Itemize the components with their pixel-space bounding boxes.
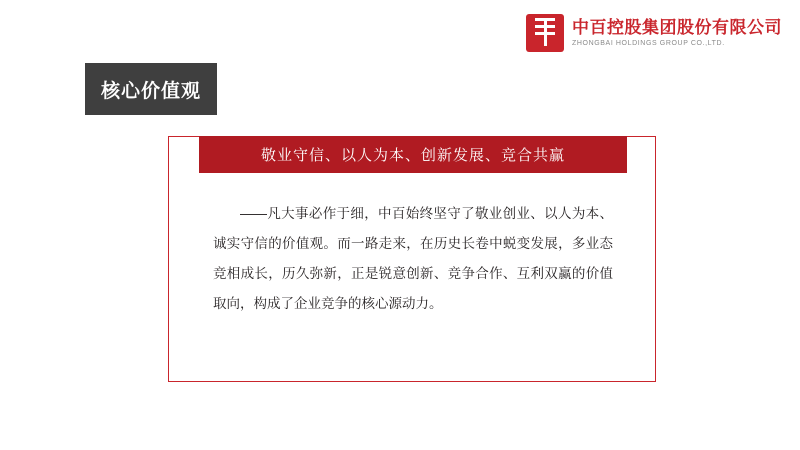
core-values-banner-text: 敬业守信、以人为本、创新发展、竞合共赢 bbox=[260, 147, 565, 164]
logo-chinese-name: 中百控股集团股份有限公司 bbox=[572, 17, 782, 37]
section-title-tab bbox=[85, 63, 217, 115]
core-values-banner bbox=[199, 136, 627, 173]
core-values-card bbox=[168, 136, 656, 382]
page-title: 核心价值观 bbox=[100, 80, 201, 102]
company-logo bbox=[526, 14, 782, 52]
logo-text-group bbox=[572, 19, 782, 47]
logo-english-name: ZHONGBAI HOLDINGS GROUP CO.,LTD. bbox=[572, 39, 725, 47]
core-values-body-text: ——凡大事必作于细，中百始终坚守了敬业创业、以人为本、诚实守信的价值观。而一路走来，在历史长卷中蜕变发展，多业态竞相成长，历久弥新，正是锐意创新、竞争合作、互利双赢的价值取向，构成了企业竞争的核心源动力。 bbox=[213, 206, 613, 311]
zhongbai-logo-icon bbox=[526, 14, 564, 52]
